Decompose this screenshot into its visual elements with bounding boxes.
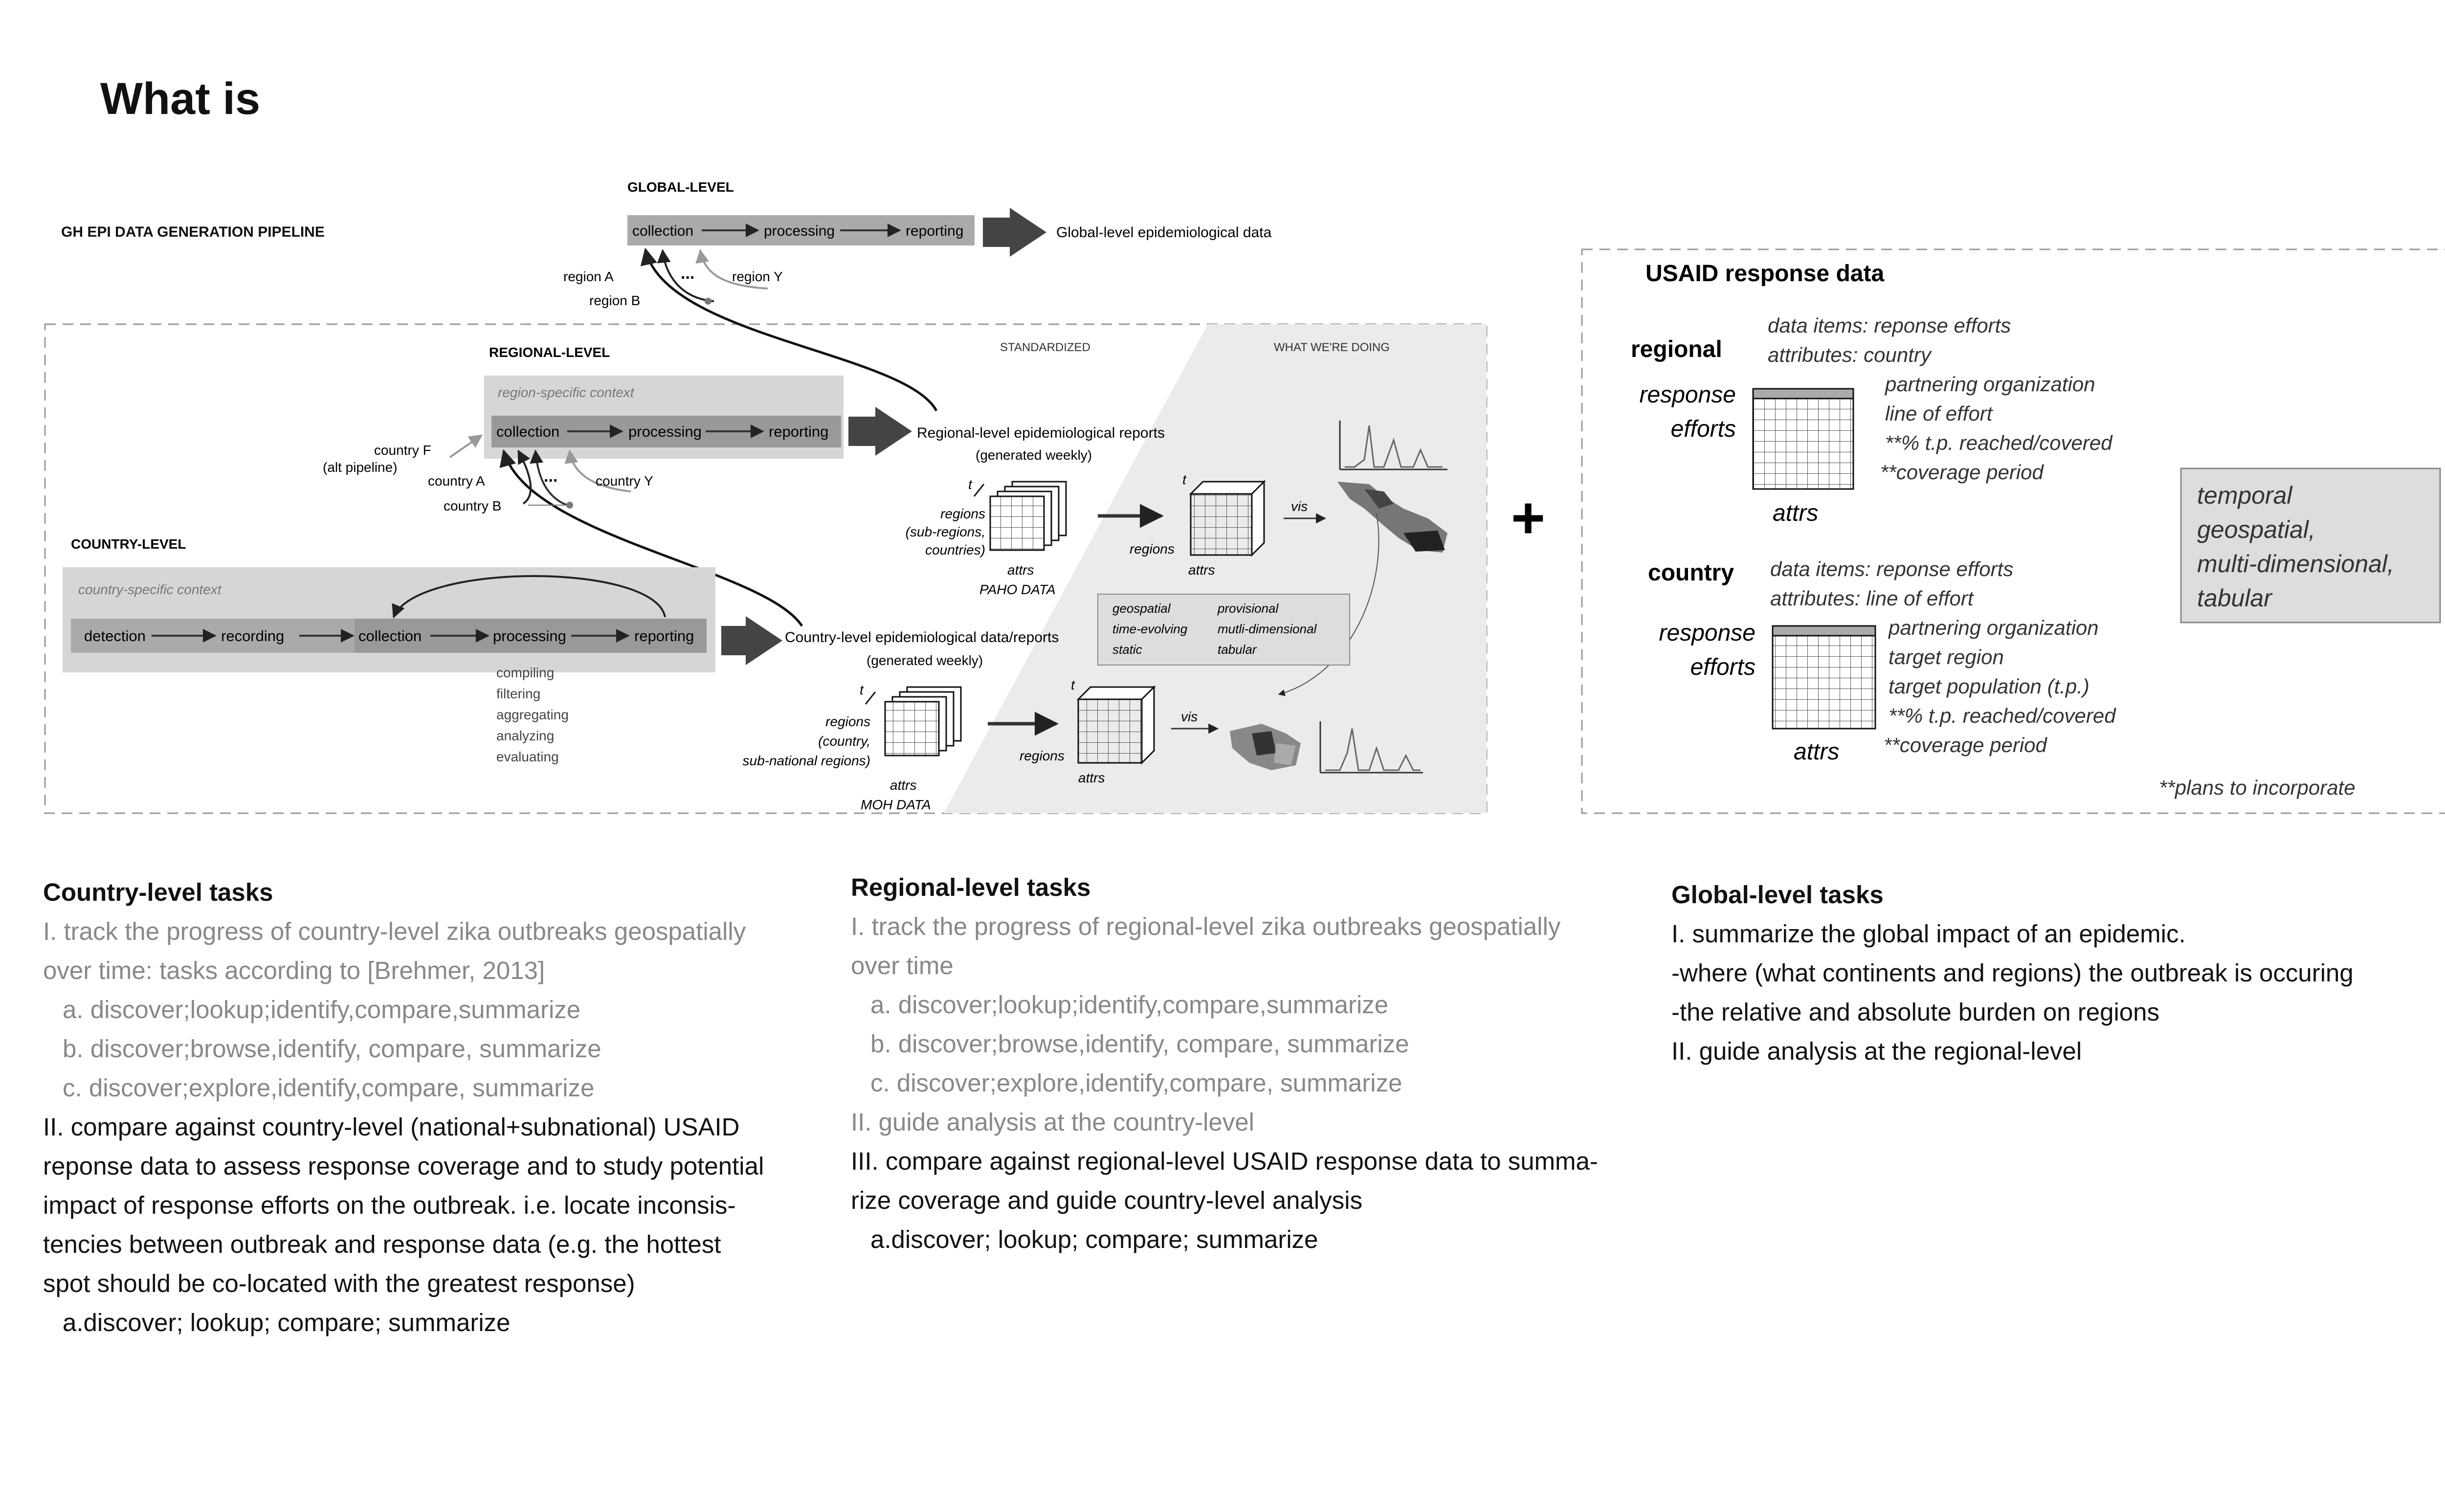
- legend-left-2: static: [1112, 642, 1142, 657]
- usaid-country-item-4: target population (t.p.): [1889, 675, 2089, 698]
- usaid-country-label: country: [1648, 560, 1734, 586]
- country-task-line: tencies between outbreak and response data (e.g. the hottest: [43, 1230, 721, 1258]
- regional-task-line: rize coverage and guide country-level analysis: [851, 1186, 1363, 1214]
- legend-right-1: mutli-dimensional: [1218, 622, 1317, 636]
- country-level-label: COUNTRY-LEVEL: [71, 536, 186, 552]
- moh-t-label: t: [860, 682, 864, 697]
- country-tasks: [43, 873, 764, 1342]
- global-stage-collection: collection: [632, 223, 694, 239]
- global-big-arrow: [983, 208, 1046, 257]
- pipeline-title: GH EPI DATA GENERATION PIPELINE: [61, 224, 325, 240]
- regional-ellipsis: ...: [544, 467, 558, 486]
- country-task-line: impact of response efforts on the outbreak. i.e. locate inconsis-: [43, 1191, 736, 1219]
- legend-left-0: geospatial: [1112, 601, 1171, 616]
- country-stage-recording: recording: [221, 627, 285, 645]
- legend-left-1: time-evolving: [1112, 622, 1188, 636]
- global-stage-reporting: reporting: [906, 223, 964, 239]
- regional-level-label: REGIONAL-LEVEL: [489, 345, 610, 360]
- country-task-line: I. track the progress of country-level zika outbreaks geospatially: [43, 917, 746, 945]
- legend-right-0: provisional: [1218, 601, 1279, 616]
- usaid-regional-attrs: attrs: [1773, 500, 1819, 526]
- regional-task-line: a.discover; lookup; compare; summarize: [870, 1225, 1318, 1253]
- country-tasks-title: Country-level tasks: [43, 878, 273, 906]
- country-f-label: country F: [374, 443, 431, 458]
- country-output: Country-level epidemiological data/reports: [785, 629, 1059, 645]
- usaid-regional-item-4: **% t.p. reached/covered: [1885, 431, 2112, 454]
- regional-task-line: III. compare against regional-level USAID response data to summa-: [851, 1147, 1598, 1175]
- global-task-line: -the relative and absolute burden on regions: [1671, 998, 2160, 1026]
- alt-pipeline-label: (alt pipeline): [323, 460, 398, 475]
- paho-data-stack: [906, 477, 1066, 597]
- country-task-line: a.discover; lookup; compare; summarize: [63, 1309, 511, 1336]
- regional-task-line: I. track the progress of regional-level zika outbreaks geospatially: [851, 912, 1561, 940]
- country-task-line: over time: tasks according to [Brehmer, 2013]: [43, 956, 545, 984]
- country-context-label: country-specific context: [78, 582, 222, 597]
- regional-stage-collection: collection: [496, 423, 560, 440]
- country-output-sub: (generated weekly): [867, 653, 983, 668]
- plus-sign: +: [1511, 485, 1546, 551]
- country-stage-reporting: reporting: [634, 627, 694, 645]
- paho-regions-2: countries): [925, 542, 985, 557]
- usaid-country-table: [1773, 626, 1875, 729]
- standardized-label: STANDARDIZED: [1000, 341, 1090, 354]
- paho-t-label: t: [968, 477, 972, 492]
- regional-stage-processing: processing: [628, 423, 702, 440]
- country-y-label: country Y: [596, 473, 653, 489]
- regional-task-line: over time: [851, 952, 954, 979]
- usaid-country-item-1: attributes: line of effort: [1770, 587, 1974, 610]
- processing-step-3: analyzing: [496, 728, 555, 743]
- moh-data-label: MOH DATA: [861, 797, 931, 812]
- usaid-regional-item-5: **coverage period: [1880, 461, 2044, 484]
- region-a-label: region A: [563, 269, 614, 284]
- regional-task-line: II. guide analysis at the country-level: [851, 1108, 1254, 1136]
- regional-stage-reporting: reporting: [769, 423, 829, 440]
- moh-data-stack: [743, 682, 961, 812]
- usaid-country-item-0: data items: reponse efforts: [1770, 557, 2014, 580]
- processing-step-2: aggregating: [496, 707, 569, 722]
- regional-big-arrow: [848, 407, 912, 456]
- global-output: Global-level epidemiological data: [1056, 224, 1272, 241]
- moh-regions-0: regions: [825, 714, 870, 729]
- regional-tasks-title: Regional-level tasks: [851, 873, 1091, 901]
- region-b-label: region B: [589, 293, 641, 308]
- processing-step-4: evaluating: [496, 749, 559, 764]
- moh-cube-regions: regions: [1020, 748, 1065, 763]
- country-b-label: country B: [444, 498, 502, 513]
- processing-step-1: filtering: [496, 686, 541, 701]
- global-ellipsis: ...: [681, 264, 695, 283]
- usaid-country-item-5: **% t.p. reached/covered: [1889, 704, 2116, 727]
- usaid-regional-response: response: [1639, 382, 1736, 408]
- usaid-country-efforts: efforts: [1690, 654, 1756, 680]
- page-title: What is: [100, 74, 261, 124]
- country-task-line: II. compare against country-level (national+subnational) USAID: [43, 1113, 740, 1141]
- usaid-regional-item-1: attributes: country: [1768, 343, 1931, 366]
- what-we-do-label: WHAT WE'RE DOING: [1274, 341, 1390, 354]
- global-task-line: -where (what continents and regions) the outbreak is occuring: [1671, 959, 2354, 987]
- country-task-line: spot should be co-located with the greatest response): [43, 1269, 635, 1297]
- usaid-regional-table: [1753, 389, 1853, 489]
- paho-regions-0: regions: [940, 506, 985, 521]
- usaid-regional-item-3: line of effort: [1885, 402, 1993, 425]
- paho-regions-1: (sub-regions,: [905, 524, 985, 539]
- usaid-country-attrs: attrs: [1794, 739, 1840, 765]
- regional-output-sub: (generated weekly): [976, 447, 1092, 463]
- usaid-type-2: multi-dimensional,: [2197, 550, 2394, 578]
- paho-vis-label: vis: [1291, 499, 1308, 514]
- country-a-label: country A: [428, 473, 485, 489]
- usaid-country-item-3: target region: [1889, 645, 2004, 668]
- paho-cube-regions: regions: [1130, 541, 1175, 556]
- moh-vis-label: vis: [1181, 709, 1198, 724]
- country-task-line: c. discover;explore,identify,compare, summarize: [63, 1074, 595, 1102]
- country-task-line: b. discover;browse,identify, compare, summarize: [63, 1035, 601, 1063]
- regional-output: Regional-level epidemiological reports: [917, 425, 1165, 441]
- global-task-line: I. summarize the global impact of an epidemic.: [1671, 920, 2186, 948]
- usaid-regional-item-2: partnering organization: [1885, 373, 2095, 396]
- country-stage-detection: detection: [84, 627, 146, 645]
- usaid-country-item-2: partnering organization: [1889, 616, 2099, 639]
- moh-regions-1: (country,: [818, 734, 870, 749]
- region-y-label: region Y: [732, 269, 783, 284]
- regional-task-line: b. discover;browse,identify, compare, summarize: [870, 1030, 1409, 1058]
- moh-cube-t: t: [1071, 677, 1075, 692]
- legend-right-2: tabular: [1218, 642, 1257, 657]
- country-big-arrow: [721, 616, 782, 665]
- moh-attrs: attrs: [890, 778, 917, 793]
- global-tasks: [1671, 875, 2354, 1071]
- usaid-plans-note: **plans to incorporate: [2159, 776, 2356, 799]
- usaid-type-0: temporal: [2197, 482, 2292, 509]
- regional-tasks: [851, 868, 1598, 1259]
- global-level-label: GLOBAL-LEVEL: [627, 179, 734, 195]
- usaid-country-item-6: **coverage period: [1884, 734, 2047, 756]
- country-task-line: reponse data to assess response coverage and to study potential: [43, 1152, 764, 1180]
- paho-cube-attrs: attrs: [1188, 562, 1215, 578]
- paho-cube-t: t: [1182, 472, 1186, 487]
- usaid-type-1: geospatial,: [2197, 516, 2315, 543]
- regional-context-label: region-specific context: [498, 385, 634, 400]
- usaid-regional-efforts: efforts: [1670, 416, 1736, 442]
- global-task-line: II. guide analysis at the regional-level: [1671, 1037, 2082, 1065]
- moh-regions-2: sub-national regions): [742, 753, 870, 768]
- processing-step-0: compiling: [496, 665, 555, 680]
- country-stage-collection: collection: [358, 627, 422, 645]
- usaid-type-3: tabular: [2197, 584, 2272, 612]
- usaid-regional-label: regional: [1631, 336, 1722, 362]
- usaid-regional-item-0: data items: reponse efforts: [1768, 314, 2011, 337]
- usaid-country-response: response: [1659, 620, 1756, 646]
- regional-task-line: c. discover;explore,identify,compare, summarize: [870, 1069, 1402, 1097]
- global-tasks-title: Global-level tasks: [1671, 881, 1884, 909]
- country-task-line: a. discover;lookup;identify,compare,summarize: [63, 996, 581, 1023]
- paho-data-label: PAHO DATA: [979, 582, 1056, 597]
- usaid-title: USAID response data: [1645, 261, 1885, 287]
- moh-cube-attrs: attrs: [1078, 770, 1105, 785]
- regional-task-line: a. discover;lookup;identify,compare,summarize: [870, 991, 1389, 1019]
- country-stage-processing: processing: [493, 627, 566, 645]
- global-stage-processing: processing: [764, 223, 835, 239]
- paho-attrs: attrs: [1007, 562, 1034, 578]
